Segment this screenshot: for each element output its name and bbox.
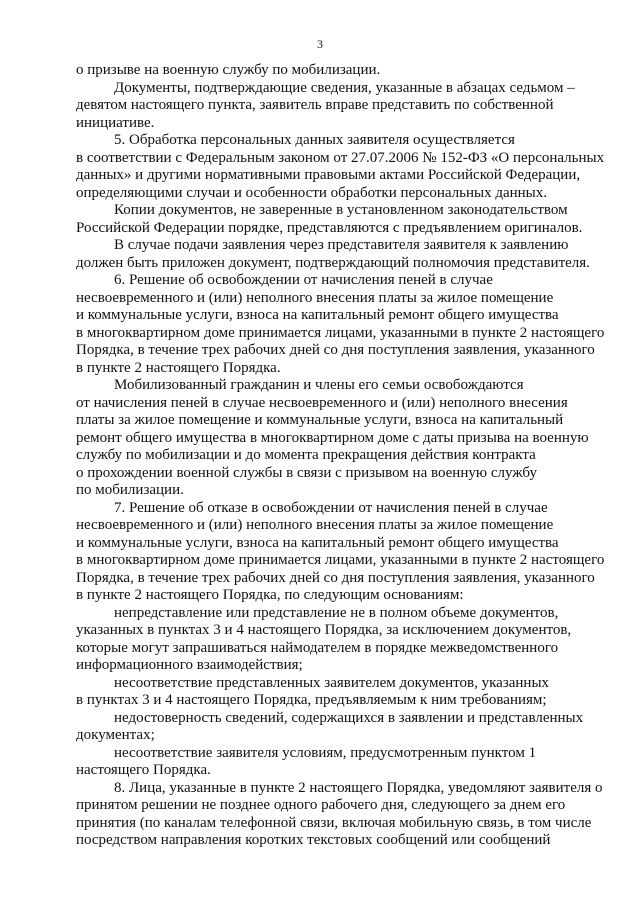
paragraph-item-5: 5. Обработка персональных данных заявителя осуществляется в соответствии с Федеральным законом от 27.07.2006 № 152-ФЗ «О персональных данных» и другими нормативными правовыми актами Российской Федерации, определяющими случаи и особенности обработки персональных данных.: [76, 132, 605, 201]
page-number: 3: [317, 37, 323, 51]
paragraph-continuation: о призыве на военную службу по мобилизации.: [76, 62, 381, 78]
paragraph-item-6: 6. Решение об освобождении от начисления пеней в случае несвоевременного и (или) неполного внесения платы за жилое помещение и коммунальные услуги, взноса на капитальный ремонт общего имущества в многоквартирном доме принимается лицами, указанными в пункте 2 настоящего Порядка, в течение трех рабочих дней со дня поступления заявления, указанного в пункте 2 настоящего Порядка.: [76, 272, 605, 376]
paragraph-ground-4: несоответствие заявителя условиям, предусмотренным пунктом 1 настоящего Порядка.: [76, 744, 537, 778]
paragraph-ground-3: недостоверность сведений, содержащихся в заявлении и представленных документах;: [76, 709, 584, 743]
paragraph-documents-initiative: Документы, подтверждающие сведения, указанные в абзацах седьмом – девятом настоящего пункта, заявитель вправе представить по собственной инициативе.: [76, 79, 575, 131]
paragraph-item-7: 7. Решение об отказе в освобождении от начисления пеней в случае несвоевременного и (или) неполного внесения платы за жилое помещение и коммунальные услуги, взноса на капитальный ремонт общего имущества в многоквартирном доме принимается лицами, указанными в пункте 2 настоящего Порядка, в течение трех рабочих дней со дня поступления заявления, указанного в пункте 2 настоящего Порядка, по следующим основаниям:: [76, 499, 605, 603]
paragraph-ground-2: несоответствие представленных заявителем документов, указанных в пунктах 3 и 4 настоящего Порядка, предъявляемым к ним требованиям;: [76, 674, 550, 708]
paragraph-copies: Копии документов, не заверенные в установленном законодательством Российской Федерации порядке, представляются с предъявлением оригиналов.: [76, 202, 583, 236]
paragraph-item-8: 8. Лица, указанные в пункте 2 настоящего Порядка, уведомляют заявителя о принятом решении не позднее одного рабочего дня, следующего за днем его принятия (по каналам телефонной связи, включая мобильную связь, в том числе посредством направления коротких текстовых сообщений или сообщений: [76, 779, 603, 848]
paragraph-representative: В случае подачи заявления через представителя заявителя к заявлению должен быть приложен документ, подтверждающий полномочия представителя.: [76, 237, 590, 271]
document-body: [76, 62, 610, 850]
paragraph-mobilized: Мобилизованный гражданин и члены его семьи освобождаются от начисления пеней в случае несвоевременного и (или) неполного внесения платы за жилое помещение и коммунальные услуги, взноса на капитальный ремонт общего имущества в многоквартирном доме с даты призыва на военную службу по мобилизации и до момента прекращения действия контракта о прохождении военной службы в связи с призывом на военную службу по мобилизации.: [76, 377, 589, 498]
paragraph-ground-1: непредставление или представление не в полном объеме документов, указанных в пунктах 3 и 4 настоящего Порядка, за исключением документов, которые могут запрашиваться наймодателем в порядке межведомственного информационного взаимодействия;: [76, 604, 572, 673]
